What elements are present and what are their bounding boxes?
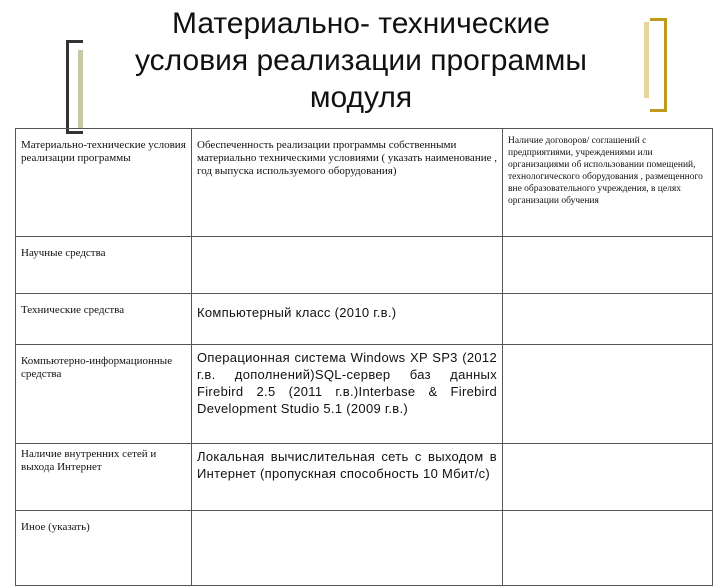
right-bracket-accent [644, 22, 649, 98]
header-agreements: Наличие договоров/ соглашений с предприятиями, учреждениями или организациями об использовании помещений, технологического оборудования , размещенного вне образовательного учреждения, в целях организации обучения [503, 129, 713, 237]
row-agreements-scientific [503, 237, 713, 294]
title-line-3: модуля [309, 81, 413, 114]
row-agreements-technical [503, 294, 713, 345]
table-row [16, 294, 713, 345]
header-provision: Обеспеченность реализации программы собственными материально техническими условиями ( указать наименование , год выпуска используемого оборудования) [192, 129, 503, 237]
row-provision-other [192, 511, 503, 586]
row-label-computer: Компьютерно-информационные средства [16, 345, 192, 444]
row-agreements-computer [503, 345, 713, 444]
row-agreements-other [503, 511, 713, 586]
row-agreements-network [503, 444, 713, 511]
row-provision-technical: Компьютерный класс (2010 г.в.) [192, 294, 503, 345]
row-label-technical: Технические средства [16, 294, 192, 345]
row-label-other: Иное (указать) [16, 511, 192, 586]
header-conditions: Материально-технические условия реализации программы [16, 129, 192, 237]
table-row [16, 237, 713, 294]
title-line-1: Материально- технические [172, 7, 550, 40]
table-row [16, 444, 713, 511]
row-provision-scientific [192, 237, 503, 294]
title-line-2: условия реализации программы [135, 44, 587, 77]
row-label-scientific: Научные средства [16, 237, 192, 294]
table-header-row [16, 129, 713, 237]
row-provision-computer: Операционная система Windows XP SP3 (2012 г.в. дополнений)SQL-сервер баз данных Firebird 2.5 (2011 г.в.)Interbase & Firebird Development Studio 5.1 (2009 г.в.) [192, 345, 503, 444]
slide-title [92, 5, 630, 116]
row-provision-network: Локальная вычислительная сеть с выходом в Интернет (пропускная способность 10 Мбит/с) [192, 444, 503, 511]
conditions-table [15, 128, 713, 586]
left-bracket-accent [78, 50, 83, 128]
table-row [16, 511, 713, 586]
row-label-network: Наличие внутренних сетей и выхода Интернет [16, 444, 192, 511]
table-row [16, 345, 713, 444]
right-bracket-decoration [650, 18, 667, 112]
